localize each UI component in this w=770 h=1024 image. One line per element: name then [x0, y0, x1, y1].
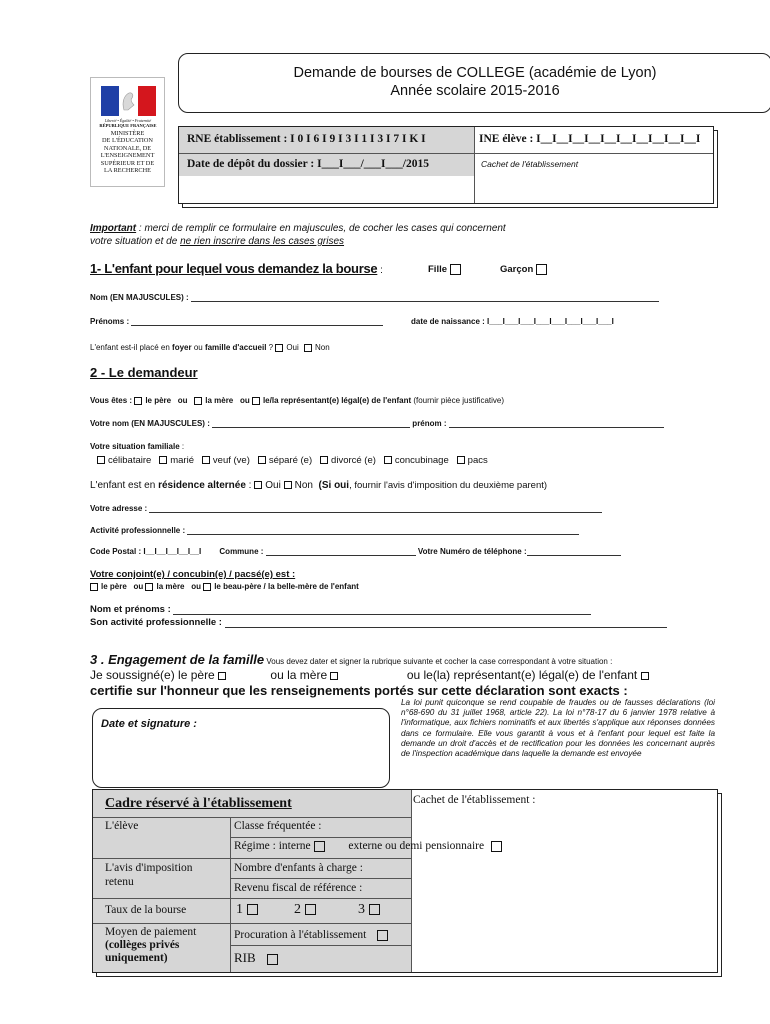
procuration-label: Procuration à l'établissement: [234, 929, 367, 941]
votre-nom-field[interactable]: [212, 427, 410, 428]
placement-oui-checkbox[interactable]: [275, 344, 283, 352]
fille-checkbox[interactable]: [450, 264, 461, 275]
section3-header: [90, 651, 612, 669]
logo-motto: Liberté • Égalité • Fraternité: [104, 118, 152, 123]
garcon-option[interactable]: [500, 264, 550, 275]
conjoint-pere-checkbox[interactable]: [90, 583, 98, 591]
activite-label: Activité professionnelle :: [90, 526, 188, 535]
rne-hline: [179, 153, 713, 154]
votre-nom-row: [90, 419, 664, 428]
important-prefix: Important: [90, 223, 137, 234]
flag-blue: [101, 86, 119, 116]
conjoint-activite-row: [90, 617, 667, 628]
enfant-nom-row: [90, 293, 659, 302]
enfant-prenoms-label: Prénoms :: [90, 317, 132, 326]
soussigne-mere-checkbox[interactable]: [330, 672, 338, 680]
enfant-prenoms-row: [90, 317, 383, 326]
situation-option: divorcé (e): [331, 455, 376, 466]
placement-text: L'enfant est-il placé en: [90, 343, 173, 352]
rib-label: RIB: [234, 950, 256, 965]
conjoint-mere-checkbox[interactable]: [145, 583, 153, 591]
externe-label: externe ou demi pensionnaire: [348, 840, 485, 852]
conjoint-nom-row: [90, 604, 591, 615]
externe-checkbox[interactable]: [491, 841, 502, 852]
si-oui: (Si oui: [318, 480, 350, 491]
veuf-checkbox[interactable]: [202, 456, 210, 464]
ou-text: ou: [239, 396, 250, 405]
taux-1-checkbox[interactable]: [247, 904, 258, 915]
placement-famille: famille d'accueil: [204, 343, 267, 352]
situation-option: concubinage: [394, 455, 449, 466]
ministry-name: [90, 130, 165, 174]
etab-hline: [230, 878, 411, 879]
important-text: : merci de remplir ce formulaire en majuscules, de cocher les cases qui concernent: [136, 223, 506, 234]
taux-options: [236, 902, 383, 918]
conjoint-activite-label: Son activité professionnelle :: [90, 617, 225, 628]
pere-label: le père: [145, 396, 172, 405]
legal-checkbox[interactable]: [252, 397, 260, 405]
soussigne-row: [90, 668, 652, 682]
celibataire-checkbox[interactable]: [97, 456, 105, 464]
residence-non-checkbox[interactable]: [284, 481, 292, 489]
flag-white: [119, 86, 137, 116]
residence-oui-label: Oui: [265, 480, 281, 491]
commune-field[interactable]: [266, 555, 416, 556]
soussigne-legal-label: ou le(la) représentant(e) légal(e) de l'enfant: [406, 668, 638, 682]
rne-left: [179, 127, 474, 203]
conjoint-activite-field[interactable]: [225, 627, 667, 628]
situation-option: marié: [170, 455, 194, 466]
section3-title: 3 . Engagement de la famille: [90, 652, 265, 667]
signature-box[interactable]: [92, 708, 390, 788]
conjoint-pere-label: le père: [101, 582, 127, 591]
marianne-flag-icon: [101, 86, 156, 116]
regime-row: [234, 840, 505, 852]
avis-line: retenu: [105, 876, 134, 888]
conjoint-nom-label: Nom et prénoms :: [90, 604, 174, 615]
soussigne-mere-label: ou la mère: [270, 668, 328, 682]
rib-checkbox[interactable]: [267, 954, 278, 965]
rib-row: [234, 950, 281, 966]
soussigne-pere-label: Je soussigné(e) le père: [90, 668, 215, 682]
residence-alternee: résidence alternée: [158, 480, 246, 491]
situation-option: pacs: [467, 455, 488, 466]
etab-hline: [230, 837, 411, 838]
enfant-nom-field[interactable]: [191, 301, 659, 302]
section1-title-text: 1- L'enfant pour lequel vous demandez la bourse: [90, 261, 378, 276]
ministry-line: L'ENSEIGNEMENT: [100, 152, 155, 160]
rne-label: RNE établissement : I 0 I 6 I 9 I 3 I 1 I 3 I 7 I K I: [187, 133, 426, 145]
section2-title: 2 - Le demandeur: [90, 365, 198, 380]
situation-option: veuf (ve): [212, 455, 250, 466]
date-depot-label: Date de dépôt du dossier : I___I___/___I___/2015: [187, 158, 429, 170]
adresse-row: [90, 504, 602, 513]
legal-label: le/la représentant(e) légal(e) de l'enfant: [262, 396, 412, 405]
fille-label: Fille: [428, 264, 448, 276]
soussigne-pere-checkbox[interactable]: [218, 672, 226, 680]
conjoint-beau-label: le beau-père / la belle-mère de l'enfant: [214, 582, 359, 591]
certifie-text: certifie sur l'honneur que les renseignements portés sur cette déclaration sont exacts :: [90, 683, 628, 698]
moyen-line: (collèges privés: [105, 939, 180, 951]
ine-label: INE élève : I__I__I__I__I__I__I__I__I__I__I: [479, 133, 701, 145]
moyen-label: [105, 926, 196, 965]
section3-instruction: Vous devez dater et signer la rubrique suivante et cocher la case correspondant à votre situation :: [264, 657, 613, 666]
ministry-line: MINISTÈRE: [110, 130, 145, 137]
separe-checkbox[interactable]: [258, 456, 266, 464]
etab-hline: [93, 923, 411, 924]
ou-text: ou: [191, 582, 201, 591]
etab-table: [92, 789, 718, 973]
etab-hline: [93, 817, 411, 818]
placement-text: ?: [266, 343, 276, 352]
conjoint-nom-field[interactable]: [173, 614, 591, 615]
moyen-line: Moyen de paiement: [105, 926, 197, 938]
legal-notice: La loi punit quiconque se rend coupable de fraudes ou de fausses déclarations (loi n°68-690 du 31 juillet 1968, article 22). La loi n°78-17 du 6 janvier 1978 relative à l'informatique, aux fichiers nominatifs et aux libertés s'applique aux réponses données dans ce formulaire. Elle vous garantit à vous et à l'enfant pour lequel est faite la demande un droit d'accès et de rectification pour les données les concernant auprès de l'inspection académique dans laquelle la demande est envoyée: [401, 698, 715, 759]
taux-2-checkbox[interactable]: [305, 904, 316, 915]
etab-vline: [230, 817, 231, 972]
votre-prenom-label: prénom :: [410, 419, 449, 428]
etab-cachet: Cachet de l'établissement :: [413, 794, 536, 806]
situation-label: Votre situation familiale: [90, 442, 180, 451]
conjoint-options: [90, 582, 359, 591]
revenu-label: Revenu fiscal de référence :: [234, 882, 363, 894]
placement-non-checkbox[interactable]: [304, 344, 312, 352]
etab-vline: [411, 790, 412, 972]
form-title: Demande de bourses de COLLEGE (académie de Lyon): [293, 65, 657, 81]
avis-line: L'avis d'imposition: [105, 862, 193, 874]
procuration-checkbox[interactable]: [377, 930, 388, 941]
section1-title: [90, 261, 383, 276]
etab-hline: [93, 858, 411, 859]
telephone-label: Votre Numéro de téléphone :: [415, 547, 527, 556]
activite-row: [90, 526, 579, 535]
votre-nom-label: Votre nom (EN MAJUSCULES) :: [90, 419, 213, 428]
vous-etes-label: Vous êtes :: [90, 396, 135, 405]
important-note: [90, 222, 506, 248]
conjoint-mere-label: la mère: [156, 582, 185, 591]
residence-row: [90, 480, 547, 491]
residence-non-label: Non: [294, 480, 313, 491]
taux-3-label: 3: [358, 902, 365, 917]
important-text: ne rien inscrire dans les cases grises: [180, 236, 345, 247]
situation-suffix: :: [179, 442, 185, 451]
situation-label-row: [90, 442, 184, 451]
divorce-checkbox[interactable]: [320, 456, 328, 464]
placement-row: [90, 343, 330, 352]
mere-label: la mère: [205, 396, 234, 405]
important-text: votre situation et de: [90, 236, 181, 247]
pere-checkbox[interactable]: [134, 397, 142, 405]
fille-option[interactable]: [428, 264, 464, 275]
concubinage-checkbox[interactable]: [384, 456, 392, 464]
ou-text: ou: [177, 396, 188, 405]
rne-box: [178, 126, 714, 204]
nb-enfants-label: Nombre d'enfants à charge :: [234, 862, 363, 874]
ou-text: ou: [133, 582, 144, 591]
residence-oui-checkbox[interactable]: [254, 481, 262, 489]
residence-text: L'enfant est en: [90, 480, 159, 491]
vous-etes-row: [90, 396, 504, 405]
commune-label: Commune :: [219, 547, 266, 556]
placement-oui-label: Oui: [286, 343, 299, 352]
school-year: Année scolaire 2015-2016: [390, 83, 560, 99]
date-signature-label: Date et signature :: [101, 718, 197, 730]
eleve-label: L'élève: [105, 820, 139, 832]
ministry-line: LA RECHERCHE: [103, 167, 152, 175]
avis-label: [105, 861, 193, 889]
code-postal[interactable]: Code Postal : I__I__I__I__I__I: [90, 547, 202, 556]
garcon-label: Garçon: [500, 264, 534, 276]
flag-red: [138, 86, 156, 116]
ministry-line: NATIONALE, DE: [103, 144, 152, 152]
situation-options: [97, 455, 488, 466]
pacs-checkbox[interactable]: [457, 456, 465, 464]
marie-checkbox[interactable]: [159, 456, 167, 464]
situation-option: célibataire: [108, 455, 152, 466]
cachet-label: Cachet de l'établissement: [481, 159, 579, 169]
procuration-row: [234, 929, 391, 941]
telephone-field[interactable]: [527, 555, 621, 556]
enfant-prenoms-field[interactable]: [131, 325, 383, 326]
interne-checkbox[interactable]: [314, 841, 325, 852]
etab-hline: [93, 898, 411, 899]
cp-row: [90, 547, 621, 556]
ministry-line: DE L'ÉDUCATION: [102, 137, 153, 145]
title-box: [178, 53, 770, 113]
legal-note: (fournir pièce justificative): [411, 396, 505, 405]
activite-field[interactable]: [187, 534, 579, 535]
enfant-nom-label: Nom (EN MAJUSCULES) :: [90, 293, 191, 302]
placement-text: ou: [191, 343, 205, 352]
enfant-naissance[interactable]: date de naissance : I___I___I___I___I___I___I___I___I: [411, 317, 614, 326]
votre-prenom-field[interactable]: [449, 427, 664, 428]
taux-2-label: 2: [294, 902, 301, 917]
taux-3-checkbox[interactable]: [369, 904, 380, 915]
logo-republic: RÉPUBLIQUE FRANÇAISE: [99, 123, 157, 128]
etab-title: Cadre réservé à l'établissement: [105, 796, 292, 811]
ministry-line: SUPÉRIEUR ET DE: [100, 159, 155, 167]
etab-hline: [230, 945, 411, 946]
adresse-field[interactable]: [149, 512, 602, 513]
taux-1-label: 1: [236, 902, 243, 917]
situation-option: séparé (e): [268, 455, 313, 466]
taux-label: Taux de la bourse: [105, 904, 187, 916]
classe-label: Classe fréquentée :: [234, 820, 322, 832]
placement-non-label: Non: [315, 343, 330, 352]
rne-divider: [474, 127, 475, 203]
placement-foyer: foyer: [172, 343, 192, 352]
regime-interne-label: Régime : interne: [234, 840, 311, 852]
section1-title-suffix: :: [377, 265, 383, 276]
adresse-label: Votre adresse :: [90, 504, 150, 513]
moyen-line: uniquement): [105, 952, 168, 964]
residence-text: :: [245, 480, 255, 491]
conjoint-beau-checkbox[interactable]: [203, 583, 211, 591]
si-oui-note: , fournir l'avis d'imposition du deuxième parent): [349, 480, 548, 491]
garcon-checkbox[interactable]: [536, 264, 547, 275]
mere-checkbox[interactable]: [194, 397, 202, 405]
soussigne-legal-checkbox[interactable]: [641, 672, 649, 680]
conjoint-title: Votre conjoint(e) / concubin(e) / pacsé(e) est :: [90, 569, 296, 580]
